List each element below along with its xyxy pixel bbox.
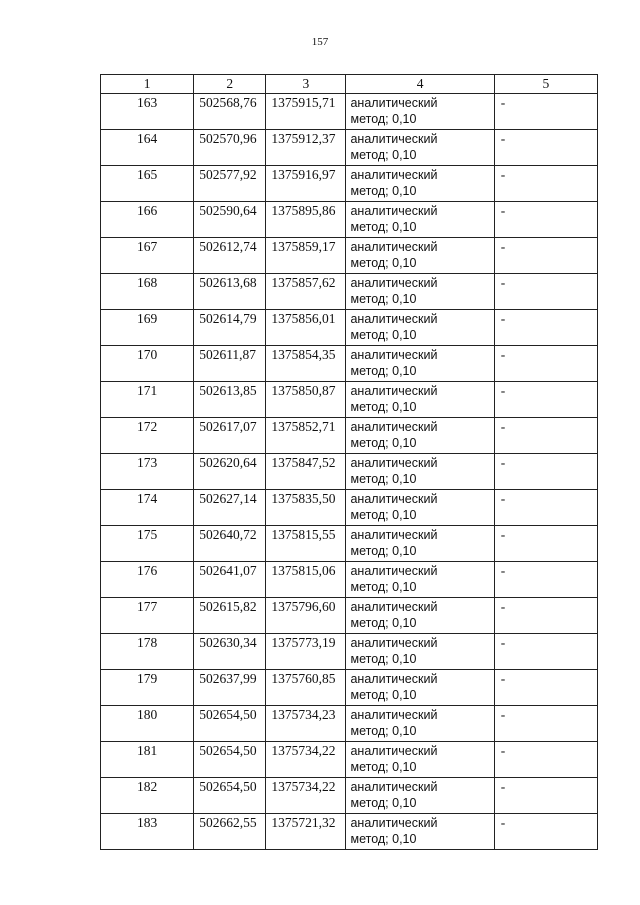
method-accuracy: метод; 0,10	[350, 148, 417, 162]
method-cell	[346, 778, 494, 814]
x-coordinate-cell: 502612,74	[194, 238, 266, 274]
note-cell: -	[494, 706, 597, 742]
note-cell: -	[494, 454, 597, 490]
method-accuracy: метод; 0,10	[350, 328, 417, 342]
point-number-cell: 169	[101, 310, 194, 346]
table-row	[101, 418, 598, 454]
x-coordinate-cell: 502611,87	[194, 346, 266, 382]
header-col-3: 3	[266, 75, 346, 94]
method-cell	[346, 706, 494, 742]
note-cell: -	[494, 274, 597, 310]
table-row	[101, 814, 598, 850]
method-name: аналитический	[350, 744, 438, 758]
note-cell: -	[494, 346, 597, 382]
method-cell	[346, 454, 494, 490]
y-coordinate-cell: 1375859,17	[266, 238, 346, 274]
method-name: аналитический	[350, 564, 438, 578]
y-coordinate-cell: 1375815,06	[266, 562, 346, 598]
point-number-cell: 165	[101, 166, 194, 202]
x-coordinate-cell: 502615,82	[194, 598, 266, 634]
method-accuracy: метод; 0,10	[350, 292, 417, 306]
point-number-cell: 170	[101, 346, 194, 382]
y-coordinate-cell: 1375734,23	[266, 706, 346, 742]
note-cell: -	[494, 562, 597, 598]
y-coordinate-cell: 1375857,62	[266, 274, 346, 310]
table-row	[101, 202, 598, 238]
table-row	[101, 382, 598, 418]
y-coordinate-cell: 1375773,19	[266, 634, 346, 670]
page-number: 157	[311, 36, 329, 48]
x-coordinate-cell: 502641,07	[194, 562, 266, 598]
note-cell: -	[494, 310, 597, 346]
point-number-cell: 178	[101, 634, 194, 670]
y-coordinate-cell: 1375796,60	[266, 598, 346, 634]
y-coordinate-cell: 1375912,37	[266, 130, 346, 166]
note-cell: -	[494, 598, 597, 634]
method-accuracy: метод; 0,10	[350, 832, 417, 846]
method-name: аналитический	[350, 276, 438, 290]
point-number-cell: 177	[101, 598, 194, 634]
x-coordinate-cell: 502590,64	[194, 202, 266, 238]
method-cell	[346, 346, 494, 382]
method-cell	[346, 274, 494, 310]
note-cell: -	[494, 418, 597, 454]
method-name: аналитический	[350, 420, 438, 434]
method-cell	[346, 130, 494, 166]
method-name: аналитический	[350, 672, 438, 686]
note-cell: -	[494, 634, 597, 670]
y-coordinate-cell: 1375734,22	[266, 778, 346, 814]
header-col-5: 5	[494, 75, 597, 94]
method-cell	[346, 598, 494, 634]
table-row	[101, 454, 598, 490]
y-coordinate-cell: 1375847,52	[266, 454, 346, 490]
method-accuracy: метод; 0,10	[350, 508, 417, 522]
y-coordinate-cell: 1375856,01	[266, 310, 346, 346]
table-row	[101, 634, 598, 670]
y-coordinate-cell: 1375916,97	[266, 166, 346, 202]
table-row	[101, 310, 598, 346]
method-name: аналитический	[350, 204, 438, 218]
table-row	[101, 706, 598, 742]
x-coordinate-cell: 502614,79	[194, 310, 266, 346]
point-number-cell: 180	[101, 706, 194, 742]
table-row	[101, 274, 598, 310]
x-coordinate-cell: 502630,34	[194, 634, 266, 670]
x-coordinate-cell: 502577,92	[194, 166, 266, 202]
point-number-cell: 175	[101, 526, 194, 562]
point-number-cell: 176	[101, 562, 194, 598]
table-row	[101, 778, 598, 814]
method-cell	[346, 490, 494, 526]
point-number-cell: 168	[101, 274, 194, 310]
table-row	[101, 130, 598, 166]
x-coordinate-cell: 502570,96	[194, 130, 266, 166]
point-number-cell: 179	[101, 670, 194, 706]
point-number-cell: 166	[101, 202, 194, 238]
method-accuracy: метод; 0,10	[350, 616, 417, 630]
point-number-cell: 167	[101, 238, 194, 274]
y-coordinate-cell: 1375721,32	[266, 814, 346, 850]
point-number-cell: 181	[101, 742, 194, 778]
y-coordinate-cell: 1375895,86	[266, 202, 346, 238]
point-number-cell: 171	[101, 382, 194, 418]
method-accuracy: метод; 0,10	[350, 472, 417, 486]
y-coordinate-cell: 1375850,87	[266, 382, 346, 418]
y-coordinate-cell: 1375852,71	[266, 418, 346, 454]
x-coordinate-cell: 502568,76	[194, 94, 266, 130]
table-row	[101, 526, 598, 562]
method-accuracy: метод; 0,10	[350, 688, 417, 702]
method-name: аналитический	[350, 96, 438, 110]
method-cell	[346, 94, 494, 130]
x-coordinate-cell: 502654,50	[194, 778, 266, 814]
method-accuracy: метод; 0,10	[350, 652, 417, 666]
note-cell: -	[494, 202, 597, 238]
method-name: аналитический	[350, 816, 438, 830]
x-coordinate-cell: 502613,68	[194, 274, 266, 310]
method-accuracy: метод; 0,10	[350, 760, 417, 774]
x-coordinate-cell: 502662,55	[194, 814, 266, 850]
method-cell	[346, 814, 494, 850]
table-row	[101, 598, 598, 634]
table-row	[101, 742, 598, 778]
method-name: аналитический	[350, 456, 438, 470]
point-number-cell: 173	[101, 454, 194, 490]
header-col-2: 2	[194, 75, 266, 94]
note-cell: -	[494, 778, 597, 814]
method-cell	[346, 166, 494, 202]
header-row	[101, 75, 598, 94]
x-coordinate-cell: 502654,50	[194, 706, 266, 742]
point-number-cell: 172	[101, 418, 194, 454]
table-row	[101, 238, 598, 274]
note-cell: -	[494, 130, 597, 166]
point-number-cell: 174	[101, 490, 194, 526]
method-cell	[346, 634, 494, 670]
note-cell: -	[494, 94, 597, 130]
method-name: аналитический	[350, 492, 438, 506]
method-name: аналитический	[350, 168, 438, 182]
table-row	[101, 94, 598, 130]
y-coordinate-cell: 1375854,35	[266, 346, 346, 382]
method-accuracy: метод; 0,10	[350, 364, 417, 378]
x-coordinate-cell: 502620,64	[194, 454, 266, 490]
x-coordinate-cell: 502654,50	[194, 742, 266, 778]
x-coordinate-cell: 502640,72	[194, 526, 266, 562]
point-number-cell: 163	[101, 94, 194, 130]
method-cell	[346, 382, 494, 418]
note-cell: -	[494, 814, 597, 850]
point-number-cell: 182	[101, 778, 194, 814]
method-accuracy: метод; 0,10	[350, 436, 417, 450]
y-coordinate-cell: 1375760,85	[266, 670, 346, 706]
header-col-4: 4	[346, 75, 494, 94]
method-cell	[346, 670, 494, 706]
note-cell: -	[494, 670, 597, 706]
y-coordinate-cell: 1375734,22	[266, 742, 346, 778]
y-coordinate-cell: 1375815,55	[266, 526, 346, 562]
y-coordinate-cell: 1375835,50	[266, 490, 346, 526]
table-row	[101, 562, 598, 598]
point-number-cell: 183	[101, 814, 194, 850]
y-coordinate-cell: 1375915,71	[266, 94, 346, 130]
method-accuracy: метод; 0,10	[350, 112, 417, 126]
method-accuracy: метод; 0,10	[350, 724, 417, 738]
method-cell	[346, 310, 494, 346]
method-cell	[346, 418, 494, 454]
header-col-1: 1	[101, 75, 194, 94]
note-cell: -	[494, 382, 597, 418]
method-name: аналитический	[350, 312, 438, 326]
method-cell	[346, 202, 494, 238]
method-accuracy: метод; 0,10	[350, 544, 417, 558]
table-row	[101, 346, 598, 382]
method-accuracy: метод; 0,10	[350, 256, 417, 270]
table-row	[101, 166, 598, 202]
method-accuracy: метод; 0,10	[350, 796, 417, 810]
method-accuracy: метод; 0,10	[350, 220, 417, 234]
table-row	[101, 670, 598, 706]
note-cell: -	[494, 742, 597, 778]
method-name: аналитический	[350, 240, 438, 254]
method-cell	[346, 526, 494, 562]
method-name: аналитический	[350, 780, 438, 794]
method-name: аналитический	[350, 132, 438, 146]
note-cell: -	[494, 526, 597, 562]
method-accuracy: метод; 0,10	[350, 400, 417, 414]
method-accuracy: метод; 0,10	[350, 184, 417, 198]
x-coordinate-cell: 502613,85	[194, 382, 266, 418]
note-cell: -	[494, 490, 597, 526]
method-name: аналитический	[350, 348, 438, 362]
x-coordinate-cell: 502627,14	[194, 490, 266, 526]
method-name: аналитический	[350, 708, 438, 722]
table-row	[101, 490, 598, 526]
x-coordinate-cell: 502637,99	[194, 670, 266, 706]
method-cell	[346, 238, 494, 274]
point-number-cell: 164	[101, 130, 194, 166]
method-name: аналитический	[350, 600, 438, 614]
method-name: аналитический	[350, 636, 438, 650]
method-accuracy: метод; 0,10	[350, 580, 417, 594]
method-name: аналитический	[350, 528, 438, 542]
note-cell: -	[494, 238, 597, 274]
method-name: аналитический	[350, 384, 438, 398]
coordinates-table	[100, 74, 598, 850]
note-cell: -	[494, 166, 597, 202]
x-coordinate-cell: 502617,07	[194, 418, 266, 454]
method-cell	[346, 742, 494, 778]
method-cell	[346, 562, 494, 598]
